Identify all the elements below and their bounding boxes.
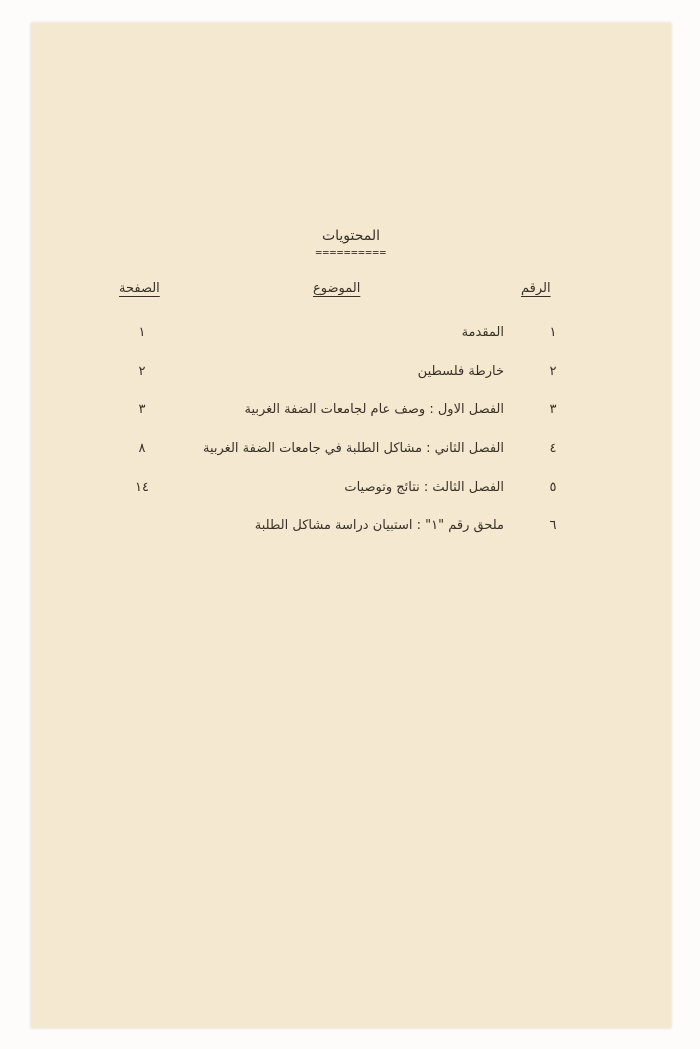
- contents-row: [31, 441, 671, 463]
- row-number: ٤: [549, 441, 557, 456]
- row-number: ١: [549, 325, 557, 340]
- row-page: ٢: [138, 364, 146, 379]
- row-topic: ملحق رقم "١" : استبيان دراسة مشاكل الطلبة: [254, 518, 504, 533]
- contents-row: [31, 325, 671, 347]
- row-number: ٢: [549, 364, 557, 379]
- row-topic: المقدمة: [461, 325, 504, 340]
- row-page: ٨: [138, 441, 146, 456]
- column-header-topic: الموضوع: [313, 281, 361, 296]
- row-page: ١: [138, 325, 146, 340]
- row-number: ٥: [549, 480, 557, 495]
- row-topic: الفصل الثالث : نتائج وتوصيات: [344, 480, 504, 495]
- title-underline-rule: ==========: [315, 246, 387, 259]
- column-header-number: الرقم: [521, 281, 551, 296]
- column-header-page: الصفحة: [119, 281, 160, 296]
- row-page: ٣: [138, 402, 146, 417]
- row-page: ١٤: [135, 480, 149, 495]
- contents-title: المحتويات: [321, 228, 381, 244]
- contents-row: [31, 480, 671, 502]
- row-number: ٣: [549, 402, 557, 417]
- contents-row: [31, 364, 671, 386]
- row-topic: الفصل الثاني : مشاكل الطلبة في جامعات الضفة الغربية: [202, 441, 504, 456]
- row-topic: خارطة فلسطين: [417, 364, 504, 379]
- contents-row: [31, 402, 671, 424]
- document-sheet: [31, 23, 671, 1028]
- contents-row: [31, 518, 671, 540]
- row-number: ٦: [549, 518, 557, 533]
- row-topic: الفصل الاول : وصف عام لجامعات الضفة الغربية: [244, 402, 504, 417]
